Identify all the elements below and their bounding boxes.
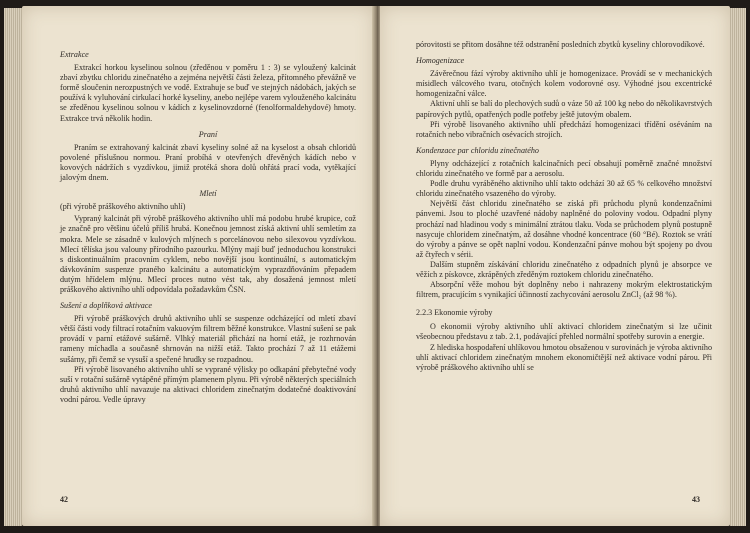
heading-mleti: Mletí: [199, 189, 217, 199]
paragraph-kondenzace-4: Dalším stupněm získávání chloridu zinečnatého z odpadních plynů je absorpce ve věžích z pískovce, zkrápěných zředěným roztokem chloridu zinečnatého.: [416, 259, 712, 279]
section-heading-ekonomie: 2.2.3 Ekonomie výroby: [416, 308, 493, 318]
paragraph-ekonomie-2: Z hlediska hospodaření uhlíkovou hmotou obsaženou v surovinách je výroba aktivního uhlí aktivací chloridem zinečnatým mnohem ekonomičtější než aktivace vodní párou. Při výrobě práškového aktivního uhlí se: [416, 342, 712, 372]
paragraph-homogenizace-1: Závěrečnou fází výroby aktivního uhlí je homogenizace. Provádí se v mechanických mísidlech válcového tvaru, otočných kolem vodorovné osy. Výhodné jsou excentrické homogenizační válce.: [416, 69, 712, 99]
right-text-column: [416, 40, 712, 373]
page-number-left: 42: [60, 495, 68, 504]
page-edges-right: [730, 8, 746, 526]
paragraph-extrakce: Extrakcí horkou kyselinou solnou (zředěnou v poměru 1 : 3) se vyloužený kalcinát zbaví zbytku chloridu zinečnatého a zejména největší části železa, přítomného převážně ve formě sloučenin nerozpustných ve vodě. Extrahuje se buď ve stejných nádobách, jakých se používá k vyluhování cirkulací horké kyseliny, anebo nejlépe varem vylouženého kalcinátu se zředěnou kyselinou solnou v kádích z kyselinovzdorné (fenolformaldehydové) hmoty. Extrakce trvá několik hodin.: [60, 63, 356, 123]
paragraph-suseni-2: Při výrobě lisovaného aktivního uhlí se vyprané výlisky po odkapání přebytečné vody suší v rotační sušárně vytápěné přímým plamenem plynu. Při výrobě některých speciálních druhů aktivního uhlí navazuje na aktivaci chloridem zinečnatým dodatečné doaktivování vodní párou. Vedle úpravy: [60, 364, 356, 404]
page-number-right: 43: [692, 495, 700, 504]
heading-kondenzace: Kondenzace par chloridu zinečnatého: [416, 145, 539, 155]
page-edges-left: [4, 8, 22, 526]
paragraph-kondenzace-1: Plyny odcházející z rotačních kalcinačních pecí obsahují poměrně značné množství chloridu zinečnatého ve formě par a aerosolu.: [416, 158, 712, 179]
left-text-column: [60, 44, 356, 405]
paragraph-mleti: Vypraný kalcinát při výrobě práškového aktivního uhlí má podobu hrubé krupice, což je značně pro většinu účelů příliš hrubá. Konečnou jemnost získá aktivní uhlí semletím za mokra. Mele se zásadně v kulových mlýnech s porcelánovou nebo silexovou vyzdívkou. Mlecí tělíska jsou valouny přírodního pazourku. Mlýny mají buď jednoduchou konstrukci s diskontinuálním pracovním cyklem, nebo novější jsou kontinuální, s automatickým dávkováním suspenze praného kalcinátu a automatickým vyprazdňováním přepadem dutým hřídelem mlýnu. Mlecí proces nutno vést tak, aby dosažená jemnost mletí práškového aktivního uhlí odpovídala požadavkům ČSN.: [60, 214, 356, 294]
paragraph-kondenzace-3: Největší část chloridu zinečnatého se získá při průchodu plynů kondenzačními pánvemi. Jsou to ploché uzavřené nádoby naplněné do poloviny vodou. Odpadní plyny prochází nad hladinou vody s minimální ztrátou tlaku. Voda se průchodem plynů postupně nasycuje chloridem zinečnatým, až dosáhne vhodné koncentrace (60 °Bé). Roztok se vrátí do výroby a pánve se opět naplní vodou. Kondenzační pánve mohou být spojeny po dvou až čtyřech v sérii.: [416, 199, 712, 259]
paragraph-homogenizace-2: Aktivní uhlí se balí do plechových sudů o váze 50 až 100 kg nebo do několikavrstvých papírových pytlů, opatřených podle potřeby ještě jutovým obalem.: [416, 99, 712, 119]
heading-prani: Praní: [198, 129, 218, 139]
paragraph-prani: Praním se extrahovaný kalcinát zbaví kyseliny solné až na kyselost a obsah chloridů povolené příslušnou normou. Praní probíhá v otevřených dřevěných kádích nebo v kovových nádržích s vyzdívkou, jimiž protéká shora dolů ohřátá prací voda, vytěkající jalovým dnem.: [60, 142, 356, 183]
paragraph-ekonomie-1: O ekonomii výroby aktivního uhlí aktivací chloridem zinečnatým si lze učinit všeobecnou představu z tab. 2.1, podávající přehled normální spotřeby surovin a energie.: [416, 322, 712, 342]
paragraph-continuation: pórovitosti se přitom dosáhne též odstranění posledních zbytků kyseliny chlorovodíkové.: [416, 40, 705, 49]
heading-extrakce: Extrakce: [60, 50, 89, 59]
heading-suseni: Sušení a doplňková aktivace: [60, 301, 152, 311]
paragraph-suseni-1: Při výrobě práškových druhů aktivního uhlí se suspenze odcházející od mletí zbaví větší části vody filtrací rotačním vakuovým filtrem běžné konstrukce. Vlastní sušení se pak provádí v parní etážové sušárně. Vlhký materiál přichází na horní etáž, je rozhrnován rameny míchadla a současně shrnován na nižší etáž. Takto prochází 7 až 11 etážemi sušárny, při čemž se vysuší a spečené hrudky se rozpadnou.: [60, 314, 356, 364]
paragraph-kondenzace-5: Absorpční věže mohou být doplněny nebo i nahrazeny mokrým elektrostatickým filtrem, pracujícím s vynikající účinností zachycování aerosolu ZnCl₂ (až 98 %).: [416, 280, 712, 300]
paragraph-homogenizace-3: Při výrobě lisovaného aktivního uhlí předchází homogenizaci třídění oséváním na rotačních nebo vibračních osévacích strojích.: [416, 119, 712, 139]
subheading-mleti: (při výrobě práškového aktivního uhlí): [60, 202, 186, 212]
left-page: [22, 6, 374, 526]
paragraph-kondenzace-2: Podle druhu vyráběného aktivního uhlí takto odchází 30 až 65 % celkového množství chloridu zinečnatého vsazeného do výroby.: [416, 179, 712, 199]
right-page: [380, 6, 730, 526]
heading-homogenizace: Homogenizace: [416, 56, 465, 66]
